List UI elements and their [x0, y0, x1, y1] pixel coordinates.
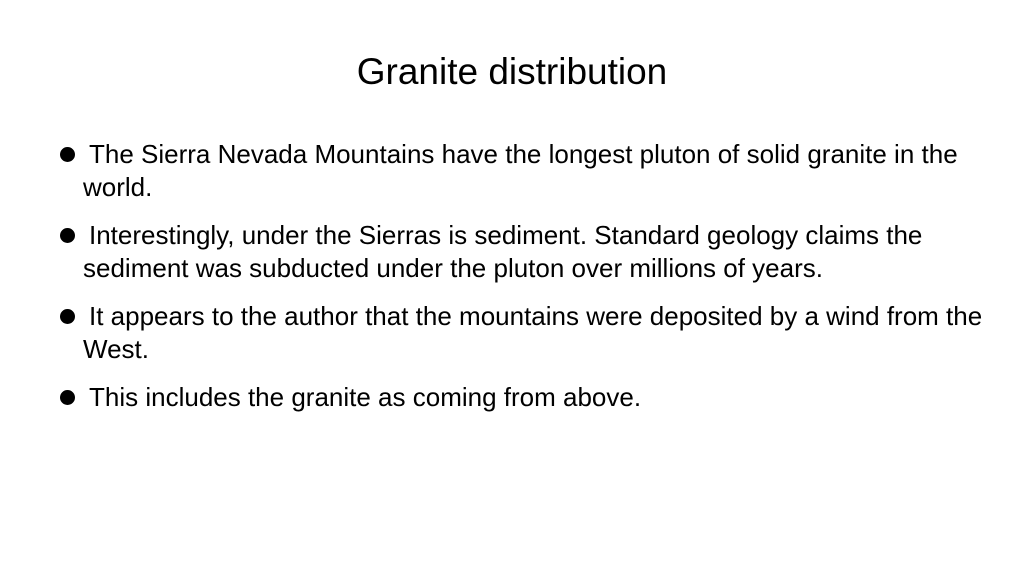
bullet-text: It appears to the author that the mountains were deposited by a wind from the West.	[83, 301, 983, 364]
bullet-dot-icon	[60, 147, 75, 162]
bullet-dot-icon	[60, 390, 75, 405]
bullet-text: The Sierra Nevada Mountains have the longest pluton of solid granite in the world.	[83, 139, 958, 202]
bullet-item	[60, 138, 990, 204]
bullet-text: Interestingly, under the Sierras is sediment. Standard geology claims the sediment was subducted under the pluton over millions of years.	[83, 220, 923, 283]
bullet-list	[60, 138, 990, 429]
bullet-item	[60, 381, 990, 414]
bullet-dot-icon	[60, 309, 75, 324]
bullet-text: This includes the granite as coming from above.	[89, 382, 642, 412]
bullet-dot-icon	[60, 228, 75, 243]
bullet-item	[60, 300, 990, 366]
bullet-item	[60, 219, 990, 285]
slide-title: Granite distribution	[356, 51, 668, 92]
